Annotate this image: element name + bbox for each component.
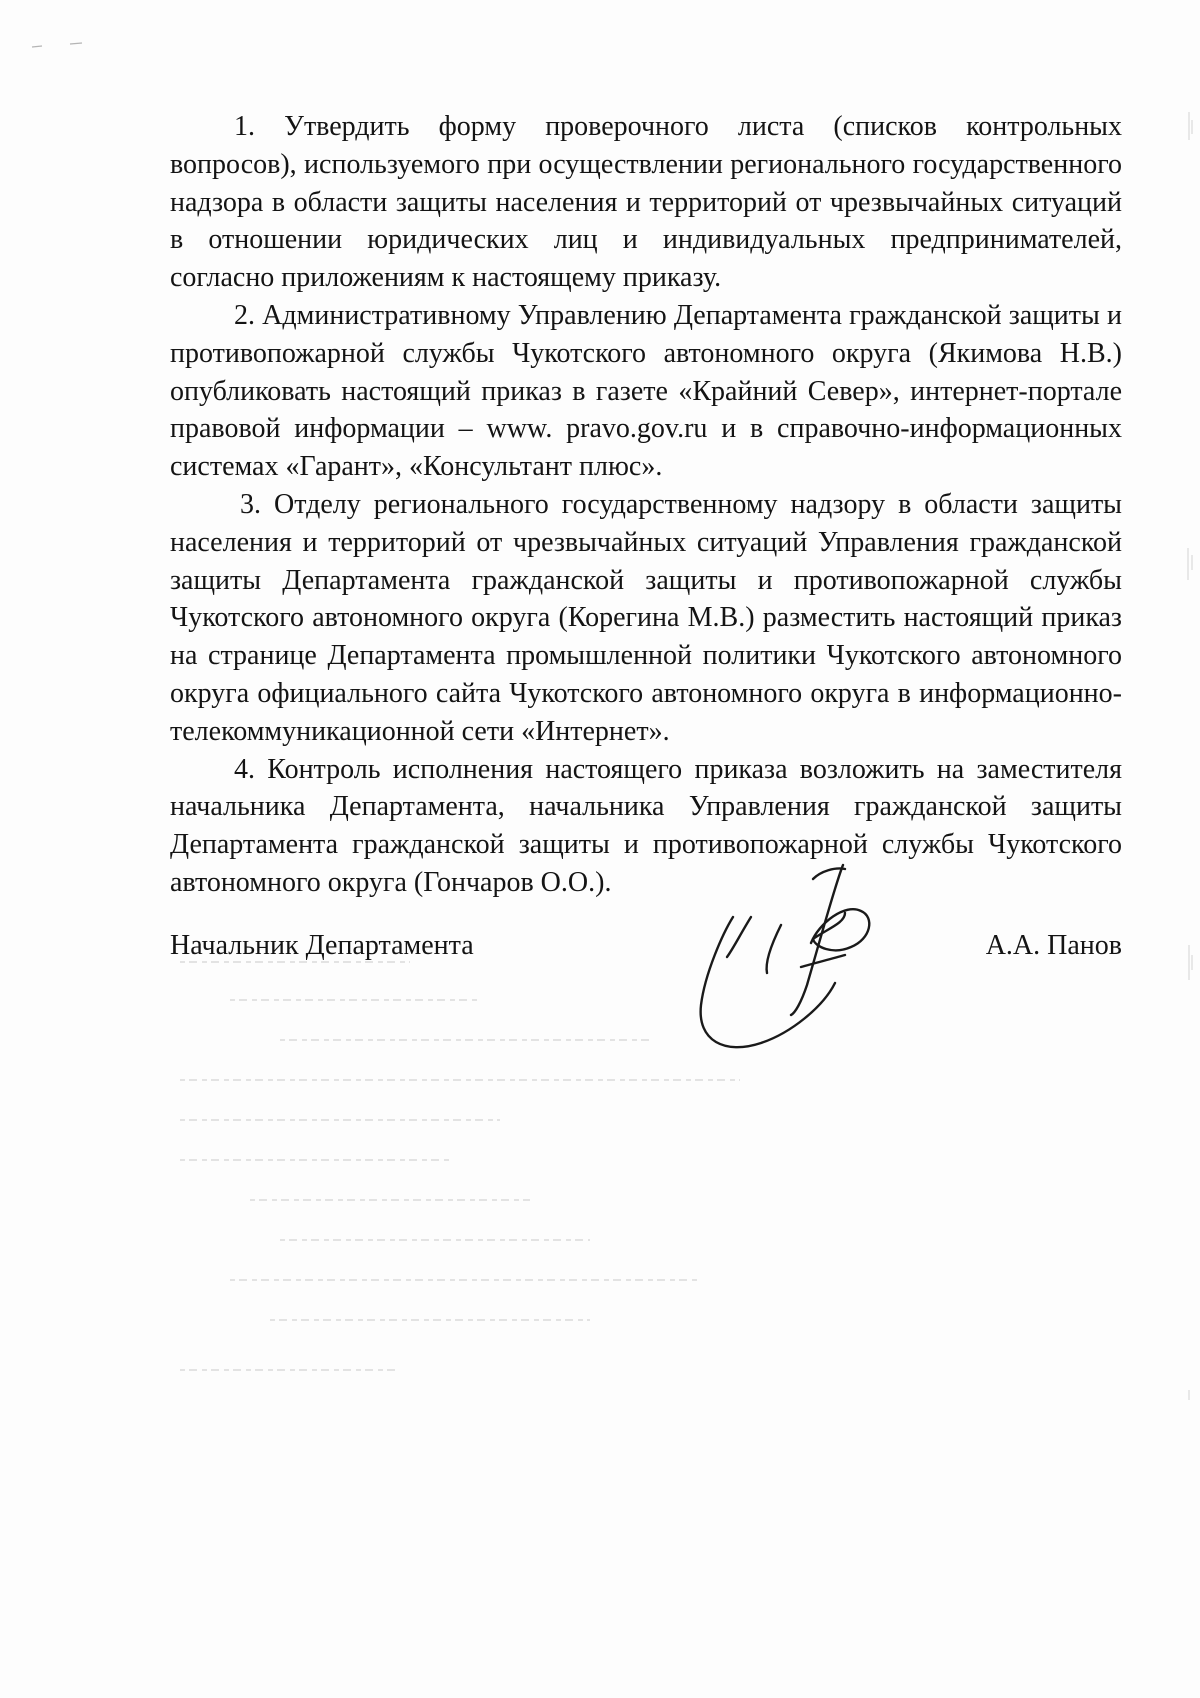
clause-4: 4. Контроль исполнения настоящего приказа возложить на заместителя начальника Департамента, начальника Управления гражданской защиты Департамента гражданской защиты и противопожарной службы Чукотского автономного округа (Гончаров О.О.). (170, 753, 1122, 898)
signatory-name: А.А. Панов (985, 930, 1122, 961)
clause-2: 2. Административному Управлению Департамента гражданской защиты и противопожарной службы Чукотского автономного округа (Якимова Н.В.) опубликовать настоящий приказ в газете «Крайний Север», интернет-портале правовой информации – www. pravo.gov.ru и в справочно-информационных системах «Гарант», «Консультант плюс». (170, 299, 1122, 483)
signatory-position: Начальник Департамента (170, 930, 474, 961)
bleed-through-text (170, 960, 810, 1380)
clause-3: 3. Отделу регионального государственному надзору в области защиты населения и территорий от чрезвычайных ситуаций Управления гражданской защиты Департамента гражданской защиты и противопожарной службы Чукотского автономного округа (Корегина М.В.) разместить настоящий приказ на странице Департамента промышленной политики Чукотского автономного округа официального сайта Чукотского автономного округа в информационно-телекоммуникационной сети «Интернет». (170, 488, 1122, 747)
clause-1: 1. Утвердить форму проверочного листа (списков контрольных вопросов), используемого при осуществлении регионального государственного надзора в области защиты населения и территорий от чрезвычайных ситуаций в отношении юридических лиц и индивидуальных предпринимателей, согласно приложениям к настоящему приказу. (170, 111, 1122, 294)
scan-speck (30, 38, 90, 52)
order-body (170, 108, 1122, 902)
scan-edge-shadow (1185, 100, 1197, 1400)
